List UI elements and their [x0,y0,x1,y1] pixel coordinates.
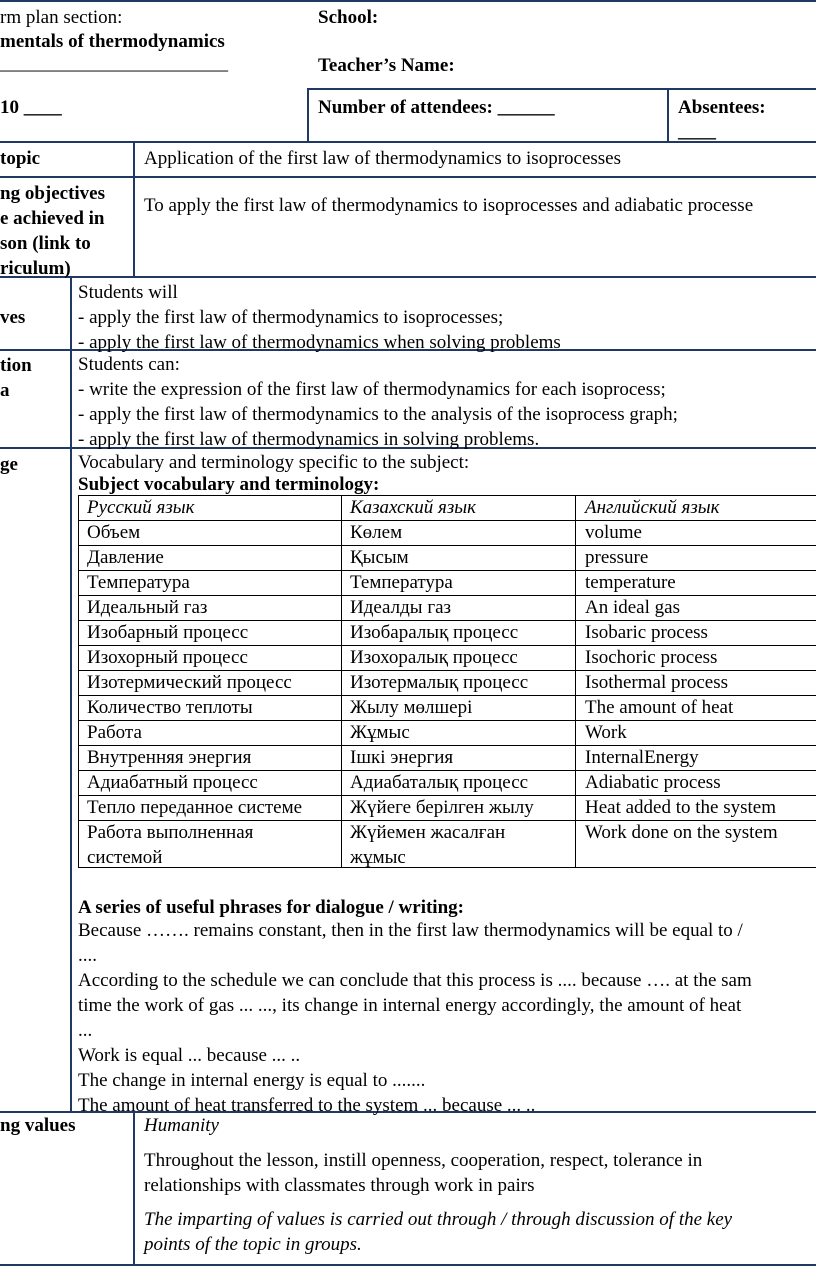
criteria-line: - apply the first law of thermodynamics to the analysis of the isoprocess graph; [78,404,678,425]
vocab-header-russian: Русский язык [87,497,195,518]
vocab-cell: Изотермалық процесс [350,672,529,693]
vocab-cell-line: Жүйемен жасалған [350,822,506,843]
vocab-header-kazakh: Казахский язык [350,497,477,518]
criteria-line: - apply the first law of thermodynamics in solving problems. [78,429,540,450]
absentees-blank: ____ [678,121,716,142]
vocab-cell: Идеалды газ [350,597,452,618]
vocab-cell: Объем [87,522,141,543]
border-header-v1 [307,88,309,142]
topic-label: topic [0,148,41,169]
learning-objectives-label [0,181,105,281]
assessment-criteria-label [0,353,32,403]
term-plan-section-value: mentals of thermodynamics [0,31,225,52]
vocab-cell: Isothermal process [585,672,728,693]
vocab-table-line [575,495,576,868]
values-italic-line: points of the topic in groups. [144,1234,362,1255]
values-label: ng values [0,1115,76,1136]
vocab-cell: Идеальный газ [87,597,208,618]
vocab-cell: Heat added to the system [585,797,777,818]
vocab-cell [350,820,505,870]
vocab-table-line [78,545,816,546]
vocab-cell-line: жұмыс [350,847,406,868]
vocab-cell: Жылу мөлшері [350,697,473,718]
vocab-cell-line: Work done on the system [585,822,778,843]
lesson-objective-line: - apply the first law of thermodynamics when solving problems [78,332,561,353]
vocab-cell: temperature [585,572,676,593]
phrase-line: time the work of gas ... ..., its change in internal energy accordingly, the amount of heat [78,995,742,1016]
phrase-line: ... [78,1020,93,1041]
criteria-label-line: a [0,380,10,401]
school-label: School: [318,7,379,28]
phrase-line: The amount of heat transferred to the system ... because ... .. [78,1095,536,1116]
vocab-cell: Isobaric process [585,622,708,643]
vocabulary-intro: Vocabulary and terminology specific to the subject: [78,452,470,473]
vocab-table-line [78,720,816,721]
vocab-table-line [78,520,816,521]
values-text [144,1148,702,1198]
term-plan-section-label: rm plan section: [0,7,123,28]
objectives-label-line: son (link to [0,233,91,254]
phrase-line: According to the schedule we can conclude that this process is .... because …. at the sam [78,970,752,991]
border-top [0,0,816,2]
phrase-line: Work is equal ... because ... .. [78,1045,301,1066]
vocab-cell: Количество теплоты [87,697,253,718]
vocabulary-heading: Subject vocabulary and terminology: [78,474,380,495]
values-line: relationships with classmates through work in pairs [144,1175,535,1196]
topic-value: Application of the first law of thermodynamics to isoprocesses [144,148,622,169]
vocab-cell [585,820,778,845]
values-imparting-text [144,1207,732,1257]
values-heading: Humanity [144,1115,219,1136]
number-of-attendees: Number of attendees: ______ [318,97,555,118]
vocab-cell: Внутренняя энергия [87,747,252,768]
vocab-cell: Work [585,722,627,743]
absentees-label: Absentees: [678,97,766,118]
border-col-lower [133,1111,135,1265]
vocab-cell-line: системой [87,847,163,868]
criteria-label-line: tion [0,355,32,376]
language-objectives-label: ge [0,454,18,475]
vocab-header-english: Английский язык [585,497,720,518]
term-underline: ________________________ [0,53,228,74]
objectives-label-line: ng objectives [0,183,106,204]
lesson-objectives-label: ves [0,307,26,328]
assessment-criteria-text [78,352,678,452]
vocab-cell: Жүйеге берілген жылу [350,797,534,818]
vocab-cell: Изобарный процесс [87,622,249,643]
vocab-cell: Температура [350,572,453,593]
vocab-cell: Температура [87,572,190,593]
useful-phrases-text [78,918,752,1118]
vocab-cell: Работа [87,722,142,743]
objectives-label-line: e achieved in [0,208,105,229]
vocab-cell: volume [585,522,642,543]
vocab-cell: Көлем [350,522,403,543]
values-line: Throughout the lesson, instill openness, cooperation, respect, tolerance in [144,1150,703,1171]
vocab-cell: InternalEnergy [585,747,699,768]
lesson-objective-line: Students will [78,282,178,303]
vocab-cell: pressure [585,547,649,568]
vocab-cell: Ішкі энергия [350,747,454,768]
vocab-cell: Адиабаталық процесс [350,772,529,793]
border-topic-bottom [0,176,816,178]
objectives-label-line: riculum) [0,258,71,279]
vocab-cell: Тепло переданное системе [87,797,303,818]
phrase-line: Because ……. remains constant, then in the first law thermodynamics will be equal to / [78,920,743,941]
vocab-cell [87,820,253,870]
vocab-table-line [78,495,79,868]
grade-fragment: 10 ____ [0,97,62,118]
vocab-cell: Изохорный процесс [87,647,248,668]
border-header-v2 [667,88,669,142]
vocab-cell: Изобаралық процесс [350,622,519,643]
useful-phrases-heading: A series of useful phrases for dialogue / writing: [78,897,464,918]
criteria-line: - write the expression of the first law of thermodynamics for each isoprocess; [78,379,666,400]
border-col-middle [70,276,72,1112]
lesson-objective-line: - apply the first law of thermodynamics to isoprocesses; [78,307,504,328]
criteria-line: Students can: [78,354,180,375]
teacher-name-label: Teacher’s Name: [318,55,455,76]
vocab-cell: An ideal gas [585,597,680,618]
vocab-cell: Изохоралық процесс [350,647,518,668]
vocab-cell: Adiabatic process [585,772,721,793]
vocab-cell: Адиабатный процесс [87,772,258,793]
vocab-cell-line: Работа выполненная [87,822,254,843]
learning-objectives-value: To apply the first law of thermodynamics to isoprocesses and adiabatic processe [144,195,754,216]
vocab-cell: The amount of heat [585,697,734,718]
border-col-upper [133,141,135,277]
vocab-cell: Жұмыс [350,722,410,743]
border-bottom [0,1264,816,1266]
vocab-cell: Қысым [350,547,409,568]
vocab-table-line [341,495,342,868]
lesson-objectives-text [78,280,561,355]
vocab-cell: Давление [87,547,164,568]
phrase-line: The change in internal energy is equal to ....... [78,1070,426,1091]
border-header-mid [307,88,816,90]
values-italic-line: The imparting of values is carried out through / through discussion of the key [144,1209,733,1230]
border-objectives-bottom [0,276,816,278]
vocab-cell: Изотермический процесс [87,672,292,693]
vocab-cell: Isochoric process [585,647,718,668]
phrase-line: .... [78,945,97,966]
